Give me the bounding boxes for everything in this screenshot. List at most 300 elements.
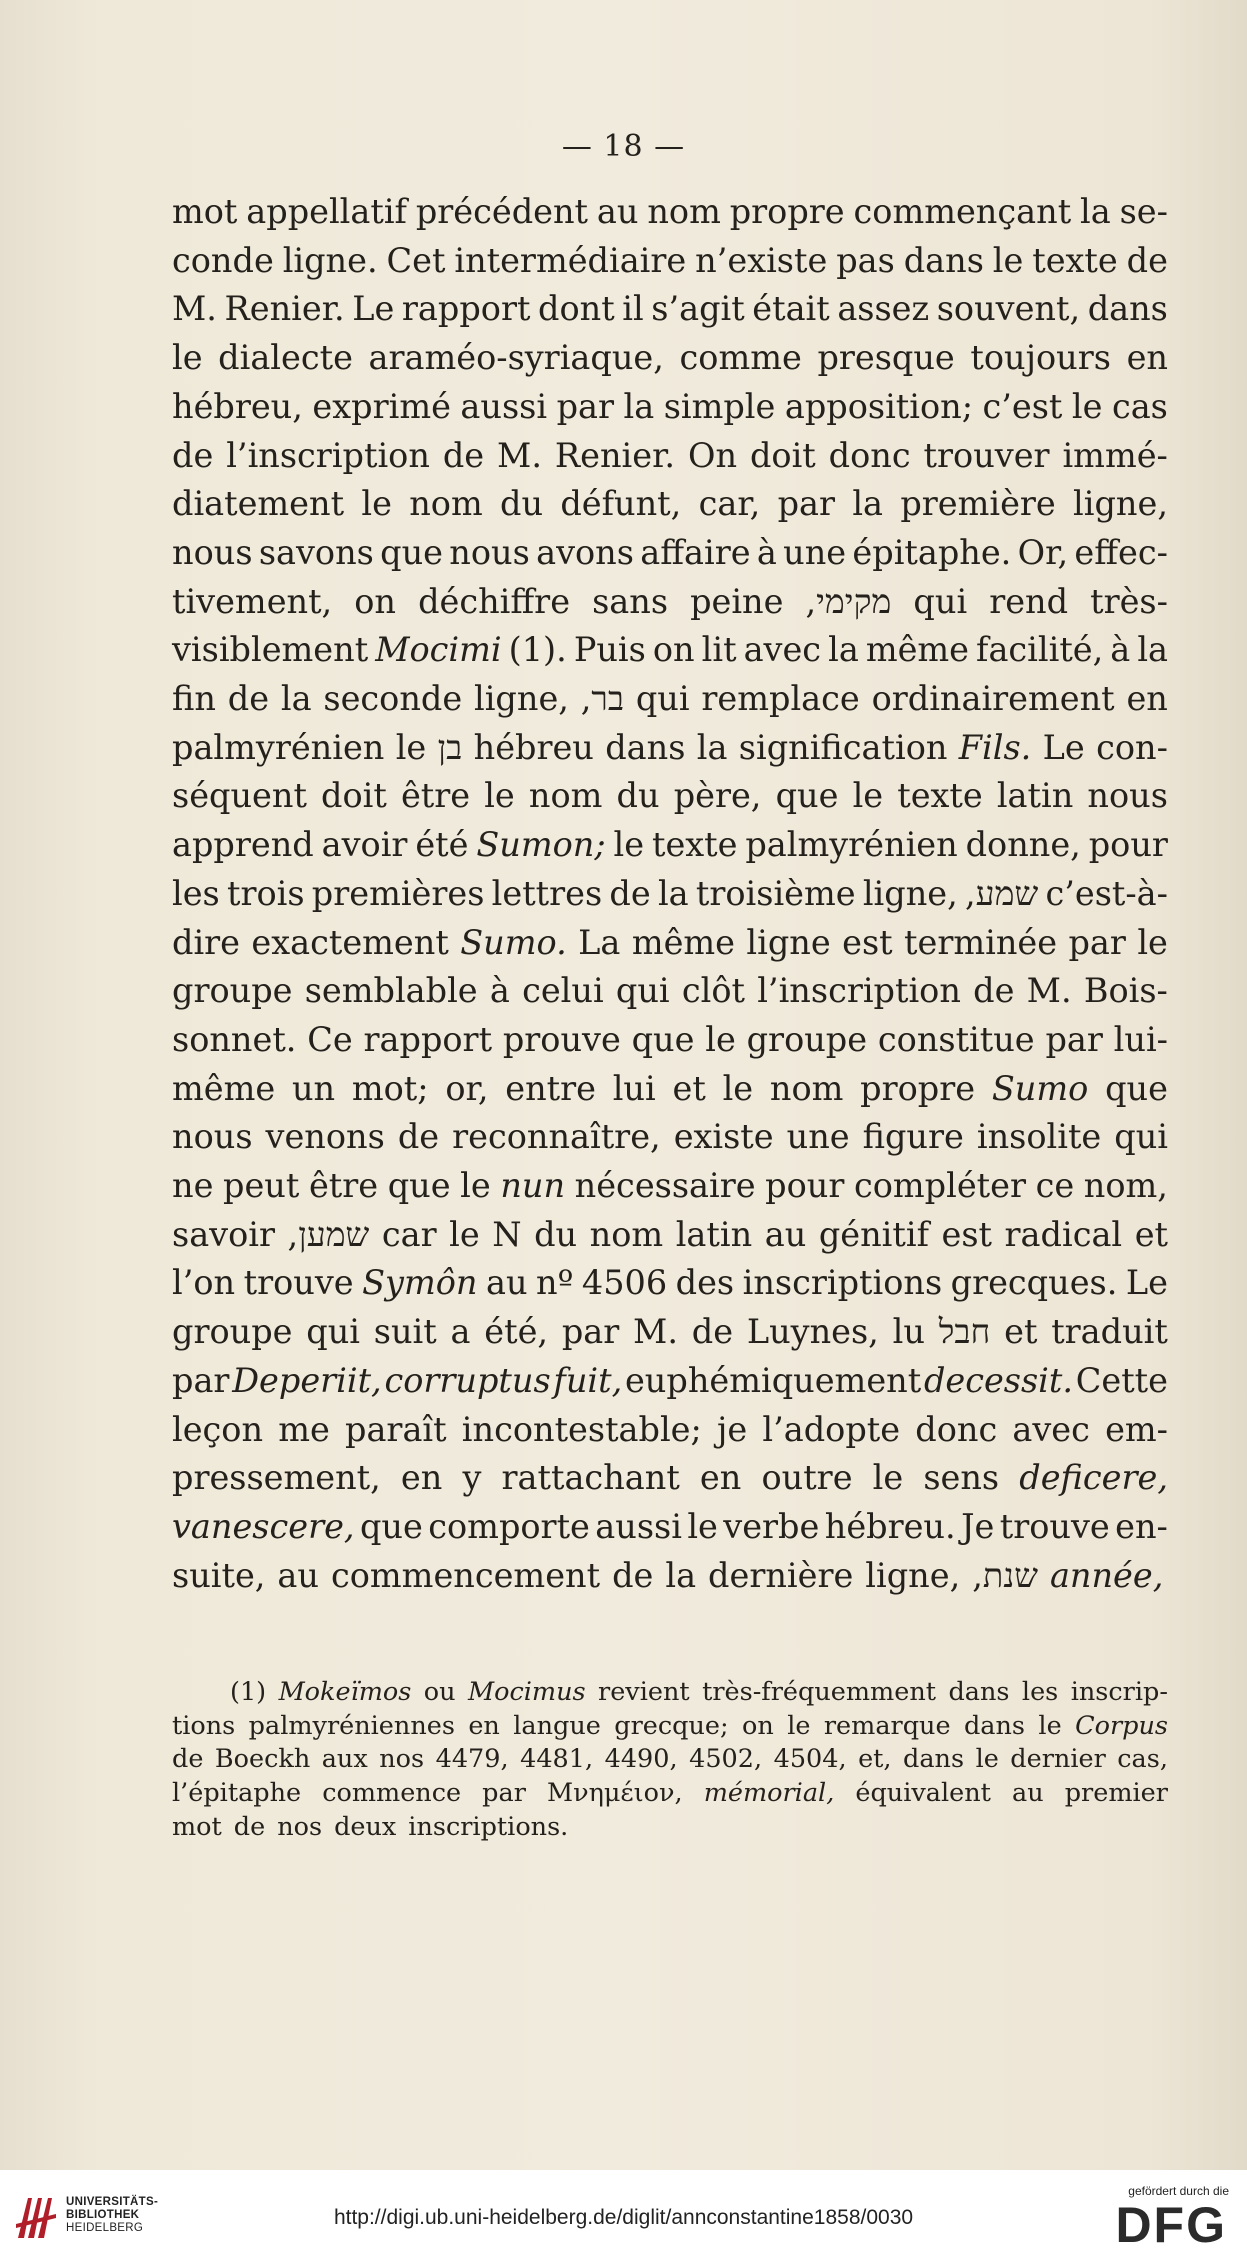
word: l’on bbox=[172, 1263, 236, 1303]
word: dernière bbox=[708, 1555, 854, 1595]
word: qui bbox=[635, 679, 690, 719]
word: au bbox=[1012, 1778, 1044, 1809]
text-line bbox=[172, 724, 1168, 773]
library-name-line-3: HEIDELBERG bbox=[66, 2222, 144, 2234]
word: ordinairement bbox=[871, 679, 1115, 719]
word: à bbox=[756, 532, 777, 572]
word: mot; bbox=[351, 1068, 429, 1108]
word: à bbox=[1110, 630, 1131, 670]
word: avec bbox=[743, 630, 822, 670]
word: Corpus bbox=[1075, 1710, 1168, 1741]
word: aux bbox=[321, 1744, 368, 1775]
word: exprimé bbox=[312, 386, 451, 426]
word: apposition; bbox=[784, 386, 973, 426]
word: on bbox=[742, 1710, 774, 1741]
word: groupe bbox=[172, 1312, 293, 1352]
word: c’est-à- bbox=[1045, 873, 1168, 913]
word: terminée bbox=[904, 922, 1058, 962]
word: en bbox=[400, 1458, 443, 1498]
word: latin bbox=[996, 776, 1074, 816]
word: immé- bbox=[1062, 435, 1168, 475]
word: de bbox=[227, 679, 270, 719]
footnote-line bbox=[172, 1777, 1168, 1811]
word: groupe bbox=[172, 971, 293, 1011]
word: sonnet. bbox=[172, 1019, 297, 1059]
word: être bbox=[308, 1166, 379, 1206]
word: inscrip- bbox=[1070, 1677, 1168, 1707]
word: ligne bbox=[746, 922, 831, 962]
library-name-line-2: BIBLIOTHEK bbox=[66, 2209, 140, 2221]
word: remarque bbox=[823, 1710, 951, 1741]
word: Μνημέιον, bbox=[546, 1778, 683, 1809]
word: lui bbox=[612, 1068, 656, 1108]
word: constitue bbox=[877, 1019, 1035, 1059]
word: Renier. bbox=[224, 289, 345, 329]
footnote-line bbox=[172, 1743, 1168, 1777]
word: nous bbox=[1087, 776, 1168, 816]
word: Or, bbox=[1017, 532, 1069, 572]
word: commençant bbox=[853, 192, 1072, 231]
word: ligne, bbox=[865, 1555, 961, 1595]
word: l’inscription bbox=[757, 971, 961, 1011]
word: du bbox=[534, 1214, 578, 1254]
word: 4504, bbox=[773, 1744, 847, 1775]
word: aussi bbox=[460, 386, 548, 426]
word: verbe bbox=[723, 1506, 820, 1546]
word: nom, bbox=[1083, 1166, 1168, 1206]
text-line bbox=[172, 1113, 1168, 1162]
word: La bbox=[578, 922, 621, 962]
funded-by-label: gefördert durch die bbox=[1128, 2184, 1229, 2198]
word: très-fréquemment bbox=[702, 1677, 936, 1707]
word: texte bbox=[1032, 240, 1118, 280]
word: seconde bbox=[323, 679, 463, 719]
word: été, bbox=[484, 1312, 549, 1352]
word: trois bbox=[226, 873, 305, 913]
word: à bbox=[489, 971, 510, 1011]
word: intermédiaire bbox=[454, 240, 687, 280]
word: nous bbox=[449, 532, 530, 572]
word: cas, bbox=[1117, 1744, 1168, 1775]
word: Luynes, bbox=[746, 1312, 879, 1352]
word: שמע, bbox=[965, 873, 1039, 913]
permalink-url[interactable]: http://digi.ub.uni-heidelberg.de/diglit/annconstantine1858/0030 bbox=[333, 2206, 914, 2229]
word: est bbox=[941, 1214, 992, 1254]
word: incontestable; bbox=[461, 1409, 702, 1449]
text-line bbox=[172, 675, 1168, 724]
word: Renier. bbox=[554, 435, 676, 475]
word: par bbox=[777, 484, 836, 524]
word: dans bbox=[605, 727, 686, 767]
word: avec bbox=[1012, 1409, 1090, 1449]
word: car, bbox=[698, 484, 761, 524]
word: comme bbox=[679, 338, 802, 378]
word: mot bbox=[172, 1811, 222, 1842]
word: le bbox=[460, 1166, 491, 1206]
dfg-logo[interactable]: DFG bbox=[1115, 2197, 1227, 2253]
word: dans bbox=[903, 1744, 965, 1775]
word: Boeckh bbox=[214, 1744, 311, 1775]
word: qui bbox=[615, 971, 670, 1011]
word: deficere, bbox=[1019, 1458, 1168, 1498]
word: hébreu, bbox=[172, 386, 303, 426]
word: palmyréniennes bbox=[248, 1710, 455, 1741]
word: le bbox=[705, 1019, 736, 1059]
word: ou bbox=[423, 1677, 456, 1707]
word: nº bbox=[536, 1263, 574, 1303]
word: par bbox=[556, 386, 614, 426]
text-line bbox=[172, 1211, 1168, 1260]
word: existe bbox=[673, 1117, 774, 1157]
word: dans bbox=[903, 240, 984, 280]
text-line bbox=[172, 1454, 1168, 1503]
word: שנת, bbox=[972, 1555, 1038, 1595]
word: était bbox=[752, 289, 830, 329]
word: précédent bbox=[415, 192, 589, 231]
word: la bbox=[1137, 630, 1168, 670]
footnote-line bbox=[172, 1811, 1168, 1845]
word: remplace bbox=[701, 679, 860, 719]
word: année, bbox=[1049, 1555, 1164, 1595]
text-line bbox=[172, 1162, 1168, 1211]
word: on bbox=[652, 630, 695, 670]
word: hébreu bbox=[473, 727, 594, 767]
text-line bbox=[172, 383, 1168, 432]
word: commencement bbox=[330, 1555, 601, 1595]
word: traduit bbox=[1051, 1312, 1168, 1352]
word: suit bbox=[373, 1312, 437, 1352]
word: nom bbox=[528, 776, 603, 816]
word: propre bbox=[729, 192, 845, 231]
word: Deperiit, bbox=[232, 1360, 382, 1400]
word: au bbox=[596, 192, 639, 231]
word: Puis bbox=[573, 630, 646, 670]
word: corruptus bbox=[384, 1360, 551, 1400]
word: dont bbox=[538, 289, 615, 329]
word: les bbox=[1021, 1677, 1059, 1707]
word: (1) bbox=[230, 1677, 267, 1707]
word: 4481, bbox=[520, 1744, 594, 1775]
word: en bbox=[1126, 338, 1168, 378]
word: pour bbox=[1088, 825, 1168, 865]
word: par bbox=[482, 1778, 526, 1809]
word: lit bbox=[701, 630, 737, 670]
word: Cet bbox=[386, 240, 446, 280]
text-line bbox=[172, 967, 1168, 1016]
word: le bbox=[992, 240, 1024, 280]
word: pour bbox=[765, 1166, 845, 1206]
word: Ce bbox=[307, 1019, 353, 1059]
word: hébreu. bbox=[824, 1506, 956, 1546]
word: texte bbox=[651, 825, 738, 865]
word: je bbox=[716, 1409, 748, 1449]
word: Symôn bbox=[362, 1263, 478, 1303]
text-line bbox=[172, 919, 1168, 968]
text-line bbox=[172, 1406, 1168, 1455]
word: assez bbox=[837, 289, 930, 329]
word: de bbox=[609, 873, 651, 913]
footnote-line bbox=[172, 1710, 1168, 1744]
word: dans bbox=[1087, 289, 1168, 329]
word: Mocimus bbox=[468, 1677, 586, 1707]
word: affaire bbox=[640, 532, 751, 572]
word: que bbox=[775, 776, 839, 816]
word: y bbox=[462, 1458, 482, 1498]
word: l’adopte bbox=[762, 1409, 901, 1449]
word: clôt bbox=[681, 971, 745, 1011]
word: grecque; bbox=[614, 1710, 729, 1741]
word: équivalent bbox=[855, 1778, 991, 1809]
word: le bbox=[449, 1214, 480, 1254]
word: de bbox=[397, 1117, 440, 1157]
word: or, bbox=[445, 1068, 489, 1108]
word: me bbox=[278, 1409, 330, 1449]
word: mémorial, bbox=[703, 1778, 835, 1809]
word: suite, bbox=[172, 1555, 266, 1595]
word: M. bbox=[172, 289, 217, 329]
word: de bbox=[172, 1744, 204, 1775]
text-line bbox=[172, 432, 1168, 481]
word: par bbox=[1068, 922, 1126, 962]
word: מקימי, bbox=[805, 581, 892, 621]
word: la bbox=[657, 873, 689, 913]
word: dans bbox=[963, 1710, 1026, 1741]
word: ligne, bbox=[474, 679, 569, 719]
word: le bbox=[1038, 1710, 1062, 1741]
word: groupe bbox=[746, 1019, 868, 1059]
word: vanescere, bbox=[172, 1506, 355, 1546]
word: ligne, bbox=[862, 873, 958, 913]
word: M. bbox=[1026, 971, 1072, 1011]
word: au bbox=[764, 1214, 807, 1254]
word: donc bbox=[915, 1409, 998, 1449]
word: le bbox=[484, 776, 515, 816]
word: insolite bbox=[976, 1117, 1102, 1157]
word: l’inscription bbox=[226, 435, 430, 475]
word: conde bbox=[172, 240, 274, 280]
word: déchiffre bbox=[418, 581, 571, 621]
text-line bbox=[172, 480, 1168, 529]
word: ligne. bbox=[282, 240, 378, 280]
word: séquent bbox=[172, 776, 307, 816]
word: M. bbox=[497, 435, 542, 475]
text-line bbox=[172, 578, 1168, 627]
text-line bbox=[172, 1065, 1168, 1114]
word: decessit. bbox=[923, 1360, 1074, 1400]
word: dire bbox=[172, 922, 240, 962]
word: premier bbox=[1064, 1778, 1168, 1809]
word: que bbox=[359, 1506, 423, 1546]
word: nos bbox=[277, 1811, 323, 1842]
word: le bbox=[613, 825, 645, 865]
word: peine bbox=[690, 581, 784, 621]
word: la bbox=[1080, 192, 1111, 231]
text-line bbox=[172, 285, 1168, 334]
word: le bbox=[1071, 386, 1103, 426]
word: latin bbox=[675, 1214, 753, 1254]
word: sans bbox=[592, 581, 669, 621]
footnote-line bbox=[172, 1676, 1168, 1710]
word: 4502, bbox=[689, 1744, 763, 1775]
text-line bbox=[172, 529, 1168, 578]
word: 4479, bbox=[435, 1744, 509, 1775]
word: car bbox=[381, 1214, 437, 1254]
word: (1). bbox=[508, 630, 567, 670]
word: presque bbox=[817, 338, 955, 378]
text-line bbox=[172, 1308, 1168, 1357]
word: même bbox=[172, 1068, 276, 1108]
word: troisième bbox=[695, 873, 856, 913]
word: Bois- bbox=[1083, 971, 1168, 1011]
word: le bbox=[722, 1068, 754, 1108]
word: que bbox=[631, 1019, 695, 1059]
word: leçon bbox=[172, 1409, 264, 1449]
word: dans bbox=[948, 1677, 1010, 1707]
word: simple bbox=[663, 386, 776, 426]
word: rapport bbox=[401, 289, 531, 329]
word: בן bbox=[437, 727, 463, 767]
text-line bbox=[172, 1503, 1168, 1552]
word: dialecte bbox=[218, 338, 353, 378]
word: tivement, bbox=[172, 581, 333, 621]
word: de bbox=[612, 1555, 654, 1595]
word: donne, bbox=[965, 825, 1081, 865]
word: nom bbox=[409, 484, 483, 524]
word: Le bbox=[1042, 727, 1085, 767]
word: du bbox=[616, 776, 660, 816]
word: même bbox=[865, 630, 970, 670]
word: l’épitaphe bbox=[172, 1778, 302, 1809]
page-number: — 18 — bbox=[561, 129, 686, 164]
word: signification bbox=[738, 727, 948, 767]
word: Sumo. bbox=[460, 922, 567, 962]
word: le bbox=[687, 1506, 718, 1546]
library-name-line-1: UNIVERSITÄTS- bbox=[66, 2196, 159, 2208]
word: le bbox=[361, 484, 392, 524]
word: ce bbox=[1035, 1166, 1075, 1206]
word: de bbox=[691, 1312, 734, 1352]
word: nous bbox=[172, 1117, 253, 1157]
word: revient bbox=[598, 1677, 690, 1707]
word: Mokeïmos bbox=[278, 1677, 412, 1707]
word: outre bbox=[761, 1458, 853, 1498]
word: facilité, bbox=[976, 630, 1104, 670]
word: em- bbox=[1105, 1409, 1168, 1449]
word: reconnaître, bbox=[452, 1117, 661, 1157]
word: pressement, bbox=[172, 1458, 381, 1498]
word: prouve bbox=[502, 1019, 621, 1059]
word: rapport bbox=[363, 1019, 493, 1059]
text-line bbox=[172, 626, 1168, 675]
word: palmyrénien bbox=[172, 727, 385, 767]
word: le bbox=[975, 1744, 999, 1775]
word: בר, bbox=[580, 679, 625, 719]
word: premières bbox=[311, 873, 485, 913]
word: que bbox=[387, 1166, 451, 1206]
word: première bbox=[900, 484, 1056, 524]
word: de bbox=[973, 971, 1015, 1011]
word: lettres bbox=[491, 873, 603, 913]
word: Sumon; bbox=[476, 825, 606, 865]
word: du bbox=[500, 484, 544, 524]
word: dernier bbox=[1010, 1744, 1106, 1775]
word: en bbox=[468, 1710, 500, 1741]
digitization-footer bbox=[0, 2170, 1247, 2262]
text-line bbox=[172, 870, 1168, 919]
word: père, bbox=[673, 776, 762, 816]
word: une bbox=[786, 1117, 850, 1157]
word: euphémiquement bbox=[624, 1360, 922, 1400]
word: doit bbox=[749, 435, 816, 475]
word: palmyrénien bbox=[745, 825, 958, 865]
word: doit bbox=[321, 776, 387, 816]
word: sens bbox=[923, 1458, 1000, 1498]
word: la bbox=[696, 727, 728, 767]
word: apprend bbox=[172, 825, 314, 865]
word: nous bbox=[172, 532, 253, 572]
word: la bbox=[623, 386, 655, 426]
word: effec- bbox=[1074, 532, 1168, 572]
word: שמען, bbox=[287, 1214, 370, 1254]
word: le bbox=[395, 727, 427, 767]
text-line bbox=[172, 821, 1168, 870]
word: de bbox=[442, 435, 485, 475]
word: a bbox=[450, 1312, 471, 1352]
word: peut bbox=[223, 1166, 300, 1206]
word: entre bbox=[505, 1068, 596, 1108]
text-line bbox=[172, 1016, 1168, 1065]
word: semblable bbox=[304, 971, 478, 1011]
word: diatement bbox=[172, 484, 345, 524]
word: nos bbox=[379, 1744, 425, 1775]
word: que bbox=[380, 532, 443, 572]
word: la bbox=[280, 679, 312, 719]
word: le bbox=[172, 338, 203, 378]
word: con- bbox=[1096, 727, 1168, 767]
text-line bbox=[172, 237, 1168, 286]
word: grecques. bbox=[950, 1263, 1118, 1303]
word: trouve bbox=[243, 1263, 354, 1303]
word: un bbox=[291, 1068, 336, 1108]
word: au bbox=[277, 1555, 319, 1595]
word: savoir bbox=[172, 1214, 275, 1254]
word: c’est bbox=[982, 386, 1063, 426]
word: nun bbox=[500, 1166, 566, 1206]
word: les bbox=[172, 873, 220, 913]
word: qui bbox=[913, 581, 968, 621]
word: ne bbox=[172, 1166, 214, 1206]
word: Sumo bbox=[991, 1068, 1089, 1108]
word: le bbox=[852, 776, 884, 816]
word: même bbox=[631, 922, 735, 962]
word: M. bbox=[633, 1312, 678, 1352]
word: deux bbox=[334, 1811, 397, 1842]
word: Cette bbox=[1075, 1360, 1168, 1400]
word: inscriptions. bbox=[408, 1811, 569, 1842]
word: et bbox=[672, 1068, 706, 1108]
word: génitif bbox=[818, 1214, 929, 1254]
word: donc bbox=[828, 435, 911, 475]
word: par bbox=[1045, 1019, 1103, 1059]
text-line bbox=[172, 1259, 1168, 1308]
word: rend bbox=[989, 581, 1069, 621]
word: défunt, bbox=[560, 484, 682, 524]
word: qui bbox=[306, 1312, 360, 1352]
word: trouver bbox=[923, 435, 1050, 475]
word: ligne, bbox=[1073, 484, 1168, 524]
word: figure bbox=[862, 1117, 964, 1157]
word: Fils. bbox=[958, 727, 1032, 767]
